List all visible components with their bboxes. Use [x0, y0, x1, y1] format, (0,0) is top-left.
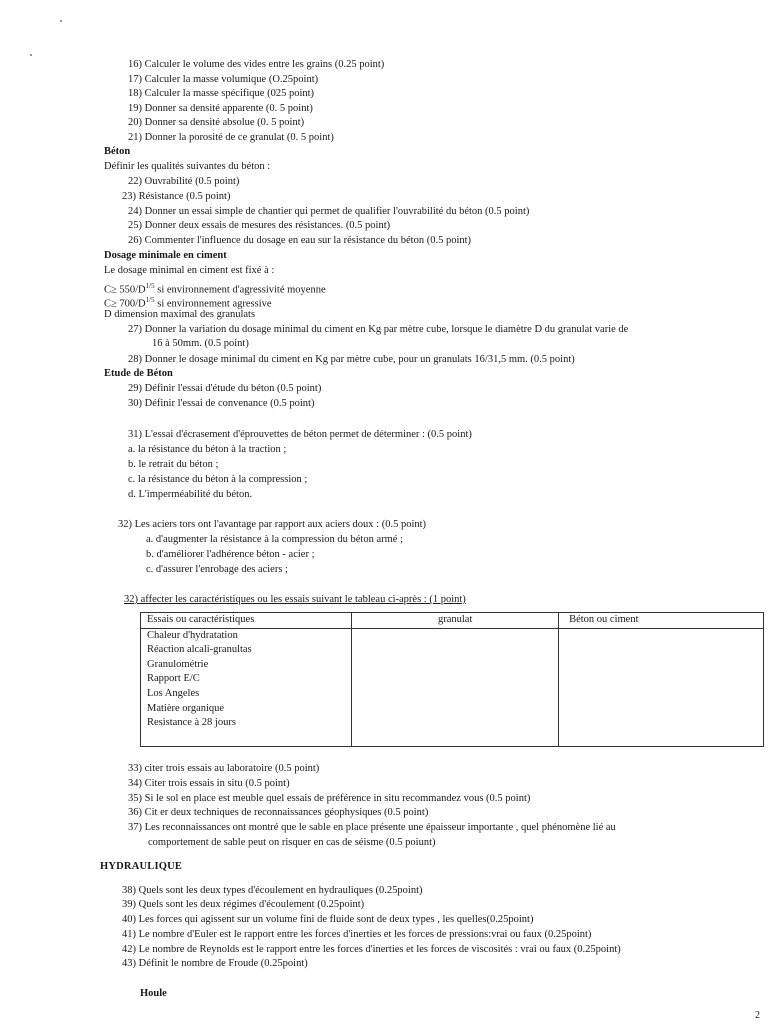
question-33: 33) citer trois essais au laboratoire (0.5 point)	[128, 763, 320, 774]
question-28: 28) Donner le dosage minimal du ciment en Kg par mètre cube, pour un granulats 16/31,5 mm. (0.5 point)	[128, 354, 575, 365]
section-heading-etude: Etude de Béton	[104, 368, 173, 379]
table-criterion: Réaction alcali-granultas	[147, 644, 252, 656]
scan-speck	[30, 54, 32, 56]
question-38: 38) Quels sont les deux types d'écoulement en hydrauliques (0.25point)	[122, 885, 423, 896]
option-c: c. la résistance du béton à la compression ;	[128, 474, 308, 485]
question-36: 36) Cit er deux techniques de reconnaissances géophysiques (0.5 point)	[128, 807, 429, 818]
table-criterion: Granulométrie	[147, 658, 209, 670]
option-a: a. la résistance du béton à la traction ;	[128, 444, 287, 455]
option-c: c. d'assurer l'enrobage des aciers ;	[146, 564, 288, 575]
scan-speck	[60, 20, 62, 22]
table-criterion: Chaleur d'hydratation	[147, 629, 238, 641]
question-37-continued: comportement de sable peut on risquer en cas de séisme (0.5 poiunt)	[148, 837, 436, 848]
formula-condition: si environnement d'agressivité moyenne	[154, 284, 326, 296]
section-heading-hydraulique: HYDRAULIQUE	[100, 861, 183, 872]
question-27: 27) Donner la variation du dosage minimal du ciment en Kg par mètre cube, lorsque le diamètre D du granulat varie de	[128, 324, 629, 335]
question-30: 30) Définir l'essai de convenance (0.5 point)	[128, 398, 315, 409]
section-heading-beton: Béton	[104, 146, 131, 157]
question-18: 18) Calculer la masse spécifique (025 point)	[128, 88, 315, 99]
section-heading-houle: Houle	[140, 988, 167, 999]
page-number: 2	[755, 1010, 760, 1022]
question-23: 23) Résistance (0.5 point)	[122, 191, 231, 202]
table-header-criteria: Essais ou caractéristiques	[141, 613, 352, 629]
formula-exponent: 1/5	[145, 296, 155, 304]
question-37: 37) Les reconnaissances ont montré que le sable en place présente une épaisseur importante , quel phénomène lié au	[128, 822, 616, 833]
table-criterion: Rapport E/C	[147, 673, 200, 685]
question-25: 25) Donner deux essais de mesures des résistances. (0.5 point)	[128, 220, 391, 231]
question-34: 34) Citer trois essais in situ (0.5 point)	[128, 778, 290, 789]
formula-condition: si environnement agressive	[154, 298, 272, 310]
definition-text: D dimension maximal des granulats	[104, 309, 256, 320]
table-criterion: Los Angeles	[147, 687, 200, 699]
formula-exponent: 1/5	[145, 282, 155, 290]
option-b: b. d'améliorer l'adhérence béton - acier ;	[146, 549, 315, 560]
table-granulat-cell	[352, 628, 559, 746]
table-header-granulat: granulat	[352, 613, 559, 629]
table-criteria-cell	[141, 628, 352, 746]
intro-text: Définir les qualités suivantes du béton :	[104, 161, 271, 172]
question-21: 21) Donner la porosité de ce granulat (0. 5 point)	[128, 132, 334, 143]
question-35: 35) Si le sol en place est meuble quel essais de préférence in situ recommandez vous (0.5 point)	[128, 793, 531, 804]
intro-text: Le dosage minimal en ciment est fixé à :	[104, 265, 275, 276]
section-heading-dosage: Dosage minimale en ciment	[104, 250, 227, 261]
assignment-table	[140, 612, 764, 747]
question-20: 20) Donner sa densité absolue (0. 5 point)	[128, 117, 305, 128]
question-16: 16) Calculer le volume des vides entre les grains (0.25 point)	[128, 59, 385, 70]
question-40: 40) Les forces qui agissent sur un volume fini de fluide sont de deux types , les quelles(0.25point)	[122, 914, 534, 925]
option-b: b. le retrait du béton ;	[128, 459, 219, 470]
formula-text: C≥ 700/D	[104, 298, 146, 310]
question-22: 22) Ouvrabilité (0.5 point)	[128, 176, 240, 187]
question-39: 39) Quels sont les deux régimes d'écoulement (0.25point)	[122, 899, 365, 910]
table-header-beton: Béton ou ciment	[559, 613, 764, 629]
formula-text: C≥ 550/D	[104, 284, 146, 296]
question-31: 31) L'essai d'écrasement d'éprouvettes de béton permet de déterminer : (0.5 point)	[128, 429, 472, 440]
table-criterion: Resistance à 28 jours	[147, 717, 236, 729]
question-29: 29) Définir l'essai d'étude du béton (0.5 point)	[128, 383, 322, 394]
question-32a: 32) Les aciers tors ont l'avantage par rapport aux aciers doux : (0.5 point)	[118, 519, 427, 530]
table-beton-cell	[559, 628, 764, 746]
question-32b: 32) affecter les caractéristiques ou les essais suivant le tableau ci-après : (1 point)	[124, 594, 466, 605]
question-19: 19) Donner sa densité apparente (0. 5 point)	[128, 103, 313, 114]
option-a: a. d'augmenter la résistance à la compression du béton armé ;	[146, 534, 404, 545]
table-criterion: Matière organique	[147, 702, 225, 714]
question-43: 43) Définit le nombre de Froude (0.25point)	[122, 958, 308, 969]
question-27-continued: 16 à 50mm. (0.5 point)	[152, 338, 249, 349]
question-42: 42) Le nombre de Reynolds est le rapport entre les forces d'inerties et les forces de viscosités : vrai ou faux (0.25point)	[122, 944, 621, 955]
question-24: 24) Donner un essai simple de chantier qui permet de qualifier l'ouvrabilité du béton (0.5 point)	[128, 206, 530, 217]
question-26: 26) Commenter l'influence du dosage en eau sur la résistance du béton (0.5 point)	[128, 235, 472, 246]
question-41: 41) Le nombre d'Euler est le rapport entre les forces d'inerties et les forces de pressions:vrai ou faux (0.25point)	[122, 929, 592, 940]
option-d: d. L'imperméabilité du béton.	[128, 489, 253, 500]
question-17: 17) Calculer la masse volumique (O.25point)	[128, 74, 319, 85]
